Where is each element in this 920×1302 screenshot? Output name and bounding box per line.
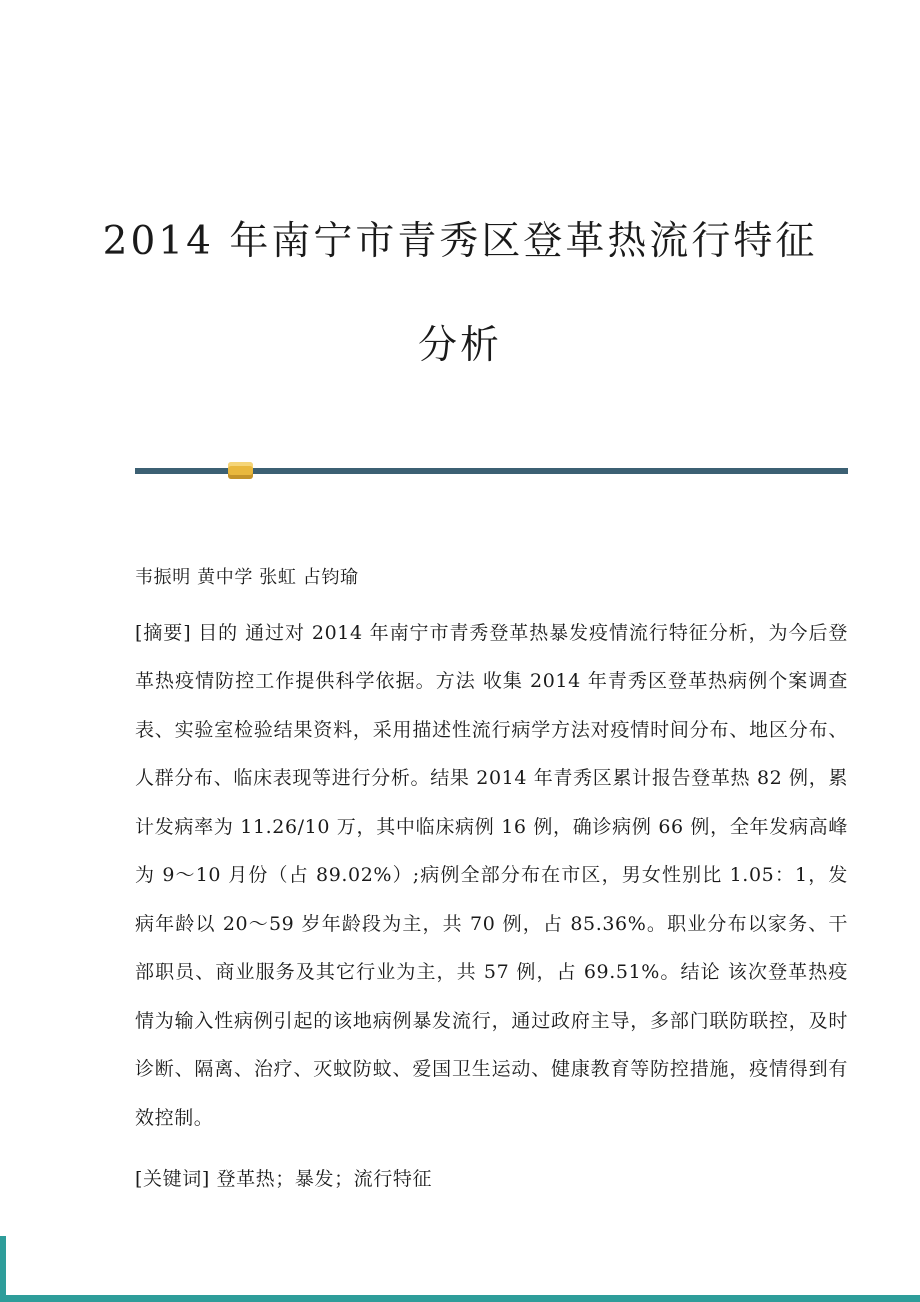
divider-ornament-icon	[228, 462, 253, 479]
page-edge-bottom-bar	[0, 1295, 920, 1302]
document-body	[135, 554, 848, 1204]
document-title	[0, 0, 920, 398]
title-divider	[135, 468, 848, 474]
document-title-line-1: 2014 年南宁市青秀区登革热流行特征	[102, 219, 818, 264]
authors-line: 韦振明 黄中学 张虹 占钧瑜	[135, 567, 359, 588]
abstract-paragraph: [摘要] 目的 通过对 2014 年南宁市青秀登革热暴发疫情流行特征分析，为今后登革热疫情防控工作提供科学依据。方法 收集 2014 年青秀区登革热病例个案调查表、实验室检验结果资料，采用描述性流行病学方法对疫情时间分布、地区分布、人群分布、临床表现等进行分析。结果 2014 年青秀区累计报告登革热 82 例，累计发病率为 11.26/10 万，其中临床病例 16 例，确诊病例 66 例，全年发病高峰为 9～10 月份（占 89.02%）;病例全部分布在市区，男女性别比 1.05：1，发病年龄以 20～59 岁年龄段为主，共 70 例，占 85.36%。职业分布以家务、干部职员、商业服务及其它行业为主，共 57 例，占 69.51%。结论 该次登革热疫情为输入性病例引起的该地病例暴发流行，通过政府主导，多部门联防联控，及时诊断、隔离、治疗、灭蚊防蚊、爱国卫生运动、健康教育等防控措施，疫情得到有效控制。	[135, 621, 848, 1129]
document-title-line-2: 分析	[417, 323, 502, 368]
keywords-line: [关键词] 登革热；暴发；流行特征	[135, 1168, 433, 1190]
page-edge-left-bar	[0, 1236, 6, 1302]
